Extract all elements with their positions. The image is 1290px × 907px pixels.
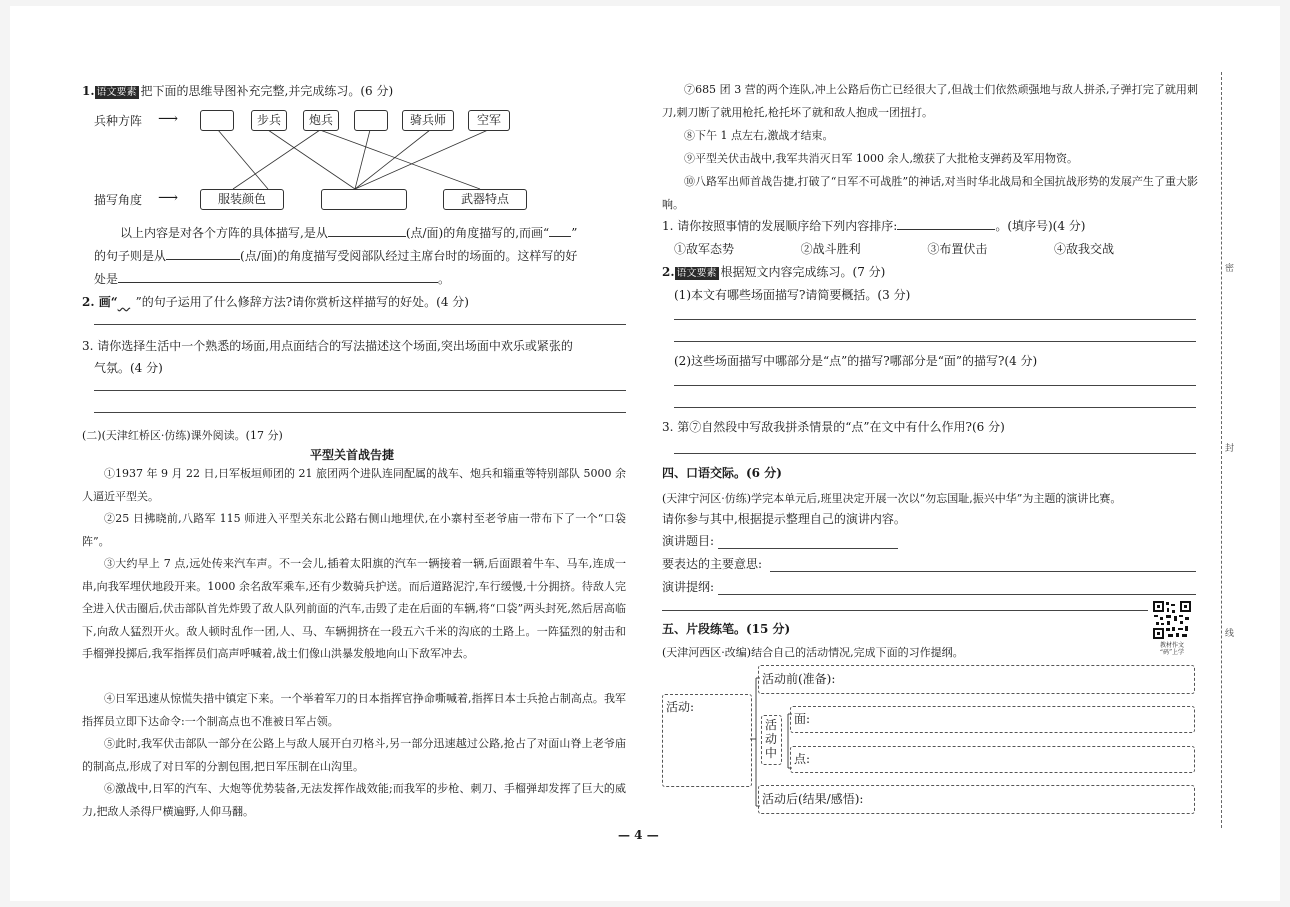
outline-point-label: 点: bbox=[794, 752, 811, 766]
mindmap-box-airforce: 空军 bbox=[468, 110, 510, 131]
speech-main-label: 要表达的主要意思: bbox=[662, 557, 763, 571]
outline-before-label: 活动前(准备): bbox=[762, 672, 836, 686]
outline-during-label: 活动中 bbox=[765, 718, 778, 760]
qr-caption: 教材作文 “码”上学 bbox=[1159, 642, 1185, 656]
section5-heading: 五、片段练笔。(15 分) bbox=[662, 622, 791, 636]
article-para-8: ⑧下午 1 点左右,激战才结束。 bbox=[684, 129, 834, 142]
q1-text: 把下面的思维导图补充完整,并完成练习。(6 分) bbox=[140, 84, 394, 98]
article-para-6: ⑥激战中,日军的汽车、大炮等优势装备,无法发挥作战效能;而我军的步枪、刺刀、手榴弹却发挥了巨大的威力,把敌人杀得尸横遍野,人仰马翻。 bbox=[82, 782, 626, 818]
right-q1: 1. 请你按照事情的发展顺序给下列内容排序: 。(填序号)(4 分) bbox=[662, 219, 1086, 233]
article-para-10: ⑩八路军出师首战告捷,打破了“日军不可战胜”的神话,对当时华北战局和全国抗战形势的发展产生了重大影响。 bbox=[662, 175, 1198, 211]
q1-tag: 语文要素 bbox=[96, 87, 137, 98]
arrow-right-icon: ⟶ bbox=[158, 111, 179, 127]
outline-activity-label: 活动: bbox=[666, 700, 695, 714]
article-para-3: ③大约早上 7 点,远处传来汽车声。不一会儿,插着太阳旗的汽车一辆接着一辆,后面跟着牛车、马车,连成一串,向我军埋伏地段开来。1000 余名敌军乘车,还有少数骑兵护送。而后道路泥泞,车行缓慢,十分拥挤。待敌人完全进入伏击圈后,伏击部队首先炸毁了敌人队列前面的汽车,击毁了走在后面的车辆,将“口袋”两头封死,然后居高临下,向敌人猛烈开火。敌人顿时乱作一团,人、马、车辆拥挤在一段五六千米的沟底的土路上。一阵猛烈的射击和手榴弹投掷后,我军指挥员们高声呼喊着,战士们像山洪暴发般地向山下敌军冲去。 bbox=[82, 557, 626, 660]
section2-heading: (二)(天津红桥区·仿练)课外阅读。(17 分) bbox=[82, 429, 283, 442]
mindmap-box-weapon: 武器特点 bbox=[443, 189, 527, 210]
right-q2-heading: 2. 语文要素 根据短文内容完成练习。(7 分) bbox=[662, 265, 886, 279]
outline-point-box[interactable] bbox=[790, 746, 1195, 773]
seal-mark-2: 封 bbox=[1225, 444, 1235, 454]
mindmap-box-cavalry: 骑兵师 bbox=[402, 110, 454, 131]
speech-outline-label: 演讲提纲: bbox=[662, 580, 715, 594]
exam-page bbox=[10, 6, 1280, 901]
left-q3-line1: 3. 请你选择生活中一个熟悉的场面,用点面结合的写法描述这个场面,突出场面中欢乐或紧张的 bbox=[82, 339, 573, 353]
option-2: ②战斗胜利 bbox=[800, 242, 861, 256]
left-q3-line2: 气氛。(4 分) bbox=[94, 361, 163, 375]
article-para-5: ⑤此时,我军伏击部队一部分在公路上与敌人展开白刃格斗,另一部分迅速越过公路,抢占了对面山脊上老爷庙的制高点,形成了对日军的分割包围,把日军压制在山沟里。 bbox=[82, 737, 626, 773]
q1-number: 1. bbox=[82, 84, 95, 98]
section4-line2: 请你参与其中,根据提示整理自己的演讲内容。 bbox=[662, 512, 906, 526]
page-number: — 4 — bbox=[618, 828, 659, 842]
article-para-1: ①1937 年 9 月 22 日,日军板垣师团的 21 旅团两个进队连同配属的战车、炮兵和辎重等特别部队 5000 余人逼近平型关。 bbox=[82, 467, 626, 503]
mindmap-row1-label: 兵种方阵 bbox=[94, 114, 143, 128]
arrow-right-icon: ⟶ bbox=[158, 190, 179, 206]
left-q2: 2. 画“ ”的句子运用了什么修辞方法?请你赏析这样描写的好处。(4 分) bbox=[82, 295, 469, 309]
seal-line bbox=[1221, 72, 1222, 828]
mindmap-box-infantry: 步兵 bbox=[251, 110, 287, 131]
seal-mark-3: 线 bbox=[1225, 629, 1235, 639]
q1-fill-line1: 以上内容是对各个方阵的具体描写,是从 (点/面)的角度描写的,而画“ ” bbox=[120, 226, 578, 240]
section4-line1: (天津宁河区·仿练)学完本单元后,班里决定开展一次以“勿忘国耻,振兴中华”为主题的演讲比赛。 bbox=[662, 492, 1122, 505]
mindmap-row2-label: 描写角度 bbox=[94, 193, 143, 207]
article-title: 平型关首战告捷 bbox=[310, 448, 395, 462]
article-para-7: ⑦685 团 3 营的两个连队,冲上公路后伤亡已经很大了,但战士们依然顽强地与敌人拼杀,子弹打完了就用刺刀,刺刀断了就用枪托,枪托坏了就和敌人抱成一团扭打。 bbox=[662, 83, 1198, 119]
right-q2-2: (2)这些场面描写中哪部分是“点”的描写?哪部分是“面”的描写?(4 分) bbox=[674, 354, 1038, 368]
article-para-9: ⑨平型关伏击战中,我军共消灭日军 1000 余人,缴获了大批枪支弹药及军用物资。 bbox=[684, 152, 1078, 165]
outline-face-box[interactable] bbox=[790, 706, 1195, 733]
right-q2-1: (1)本文有哪些场面描写?请简要概括。(3 分) bbox=[674, 288, 911, 302]
q2-tag: 语文要素 bbox=[676, 268, 717, 279]
section5-line1: (天津河西区·改编)结合自己的活动情况,完成下面的习作提纲。 bbox=[662, 646, 964, 659]
mindmap-box-artillery: 炮兵 bbox=[303, 110, 339, 131]
seal-mark-1: 密 bbox=[1225, 264, 1235, 274]
q1-fill-line2: 的句子则是从 (点/面)的角度描写受阅部队经过主席台时的场面的。这样写的好 bbox=[94, 249, 578, 263]
article-para-2: ②25 日拂晓前,八路军 115 师进入平型关东北公路右侧山地埋伏,在小寨村至老爷庙一带布下了一个“口袋阵”。 bbox=[82, 512, 626, 548]
outline-after-label: 活动后(结果/感悟): bbox=[762, 792, 864, 806]
option-4: ④敌我交战 bbox=[1053, 242, 1114, 256]
option-1: ①敌军态势 bbox=[674, 242, 735, 256]
right-q3: 3. 第⑦自然段中写敌我拼杀情景的“点”在文中有什么作用?(6 分) bbox=[662, 420, 1005, 434]
outline-face-label: 面: bbox=[794, 712, 811, 726]
section4-heading: 四、口语交际。(6 分) bbox=[662, 466, 782, 480]
option-3: ③布置伏击 bbox=[927, 242, 988, 256]
mindmap-box-uniform-color: 服装颜色 bbox=[200, 189, 284, 210]
article-para-4: ④日军迅速从惊慌失措中镇定下来。一个举着军刀的日本指挥官挣命嘶喊着,指挥日本士兵抢占制高点。我军指挥员立即下达命令:一个制高点也不准被日军占领。 bbox=[82, 692, 626, 728]
q1-fill-line3: 处是 。 bbox=[94, 272, 451, 286]
speech-title-label: 演讲题目: bbox=[662, 534, 715, 548]
